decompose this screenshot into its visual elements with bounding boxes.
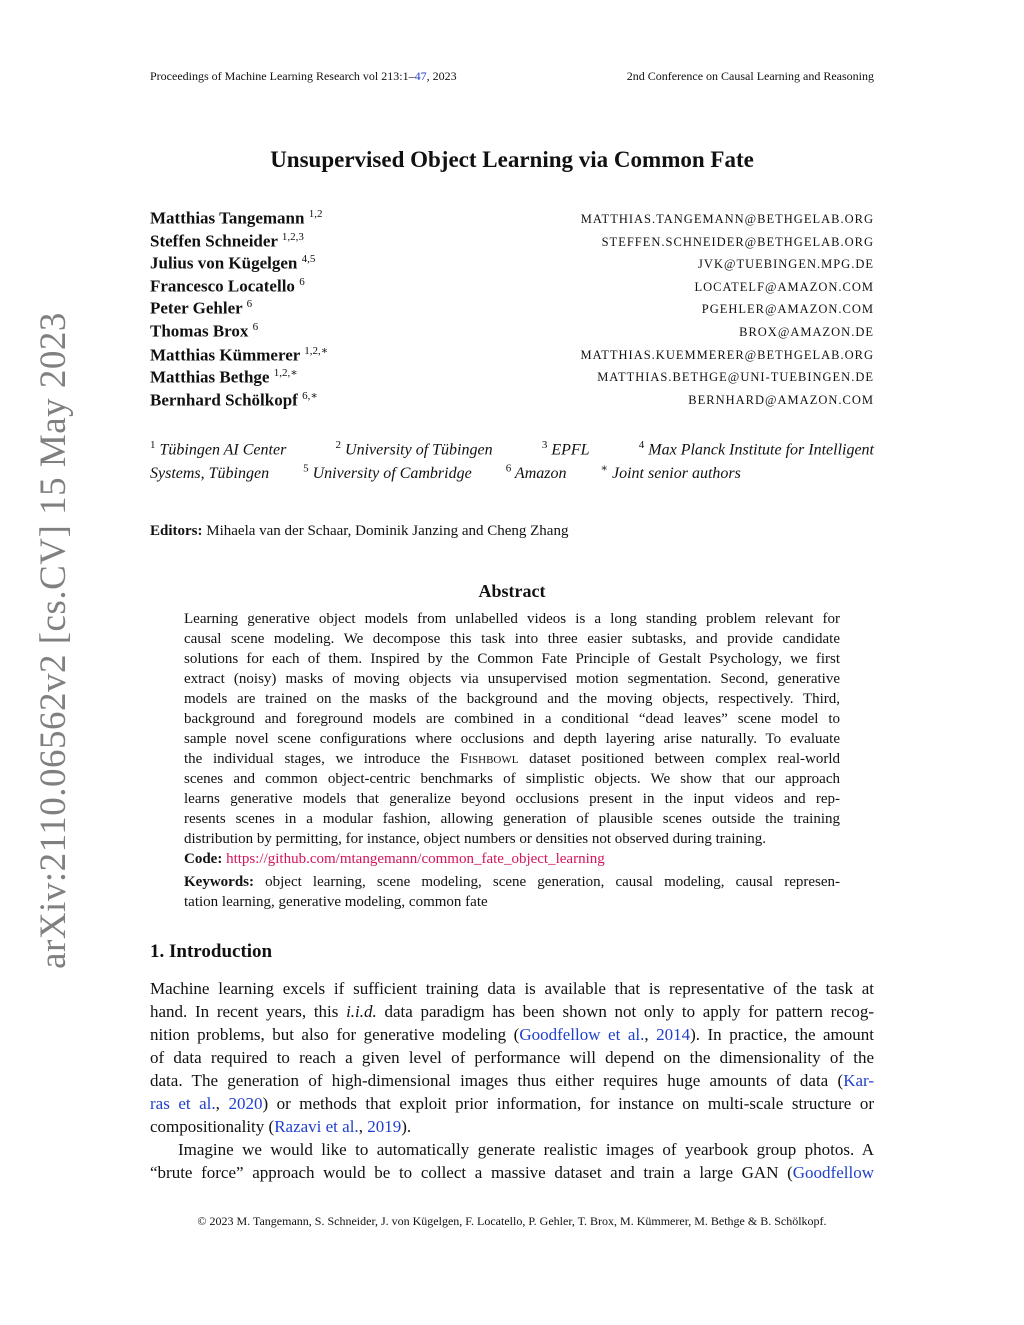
page-count-link[interactable]: 47 <box>414 69 427 83</box>
abstract-line: Learning generative object models from unlabelled videos is a long standing problem relevant for <box>184 611 840 627</box>
editors-names: Mihaela van der Schaar, Dominik Janzing and Cheng Zhang <box>206 523 569 539</box>
abstract-line: extract (noisy) masks of moving objects via unsupervised motion segmentation. Second, generative <box>184 671 840 687</box>
paragraph-line: nition problems, but also for generative modeling (Goodfellow et al., 2014). In practice, the amount <box>150 1025 875 1044</box>
author-row <box>150 208 874 231</box>
affiliation-item: $^1$ Tübingen AI Center <box>150 439 287 459</box>
citation-year-link[interactable]: 2019 <box>367 1117 402 1136</box>
paragraph-line: Imagine we would like to automatically generate realistic images of yearbook group photos. A <box>178 1140 874 1159</box>
abstract-body <box>184 609 840 912</box>
abstract-line: scenes and common object-centric benchmarks of simplistic objects. We show that our approach <box>184 771 840 787</box>
citation-link[interactable]: Kar- <box>843 1071 874 1090</box>
author-name: Francesco Locatello $^6$ <box>150 275 305 296</box>
section-heading-introduction: 1. Introduction <box>150 941 273 962</box>
author-email: JVK@TUEBINGEN.MPG.DE <box>698 257 874 272</box>
affiliation-item: $^3$ EPFL <box>541 439 590 459</box>
affiliation-item: $^5$ University of Cambridge <box>303 463 472 483</box>
author-email: STEFFEN.SCHNEIDER@BETHGELAB.ORG <box>601 234 874 249</box>
keywords-line: Keywords: object learning, scene modeling, scene generation, causal modeling, causal represen- <box>184 874 841 890</box>
author-name: Matthias Kümmerer $^{1,2,∗}$ <box>150 344 329 365</box>
author-row <box>150 231 874 254</box>
citation-year-link[interactable]: 2014 <box>656 1025 691 1044</box>
affiliation-item: $^4$ Max Planck Institute for Intelligent <box>638 439 874 459</box>
citation-year-link[interactable]: 2020 <box>228 1094 263 1113</box>
author-row <box>150 344 874 367</box>
author-name: Matthias Tangemann $^{1,2}$ <box>150 208 323 228</box>
paragraph-line: of data required to reach a given level of performance will depend on the dimensionality of the <box>150 1048 874 1067</box>
author-email: PGEHLER@AMAZON.COM <box>701 302 874 317</box>
keywords-label: Keywords: <box>184 874 254 890</box>
author-row <box>150 298 874 321</box>
abstract-heading: Abstract <box>478 581 546 601</box>
paragraph-line: Machine learning excels if sufficient training data is available that is representative of the task at <box>150 979 874 998</box>
editors-line <box>150 523 568 540</box>
code-line <box>184 849 840 869</box>
introduction-body <box>150 977 874 1184</box>
paragraph-line: ras et al., 2020) or methods that exploit prior information, for instance on multi-scale structure or <box>150 1094 875 1113</box>
affiliation-item: Systems, Tübingen <box>150 465 270 483</box>
author-row <box>150 276 874 299</box>
paragraph-line: compositionality (Razavi et al., 2019). <box>150 1117 412 1136</box>
author-email: BROX@AMAZON.DE <box>739 324 874 339</box>
code-label: Code: <box>184 851 223 867</box>
author-name: Peter Gehler $^6$ <box>150 298 253 319</box>
copyright-footer: © 2023 M. Tangemann, S. Schneider, J. von Kügelgen, F. Locatello, P. Gehler, T. Brox, M. Kümmerer, M. Bethge & B. Schölkopf. <box>197 1214 827 1228</box>
author-name: Thomas Brox $^6$ <box>150 320 259 341</box>
keywords-line: tation learning, generative modeling, common fate <box>184 894 488 910</box>
author-email: LOCATELF@AMAZON.COM <box>694 279 874 294</box>
author-name: Steffen Schneider $^{1,2,3}$ <box>150 230 304 251</box>
fishbowl-dataset-name: Fishbowl <box>460 751 519 767</box>
abstract-line: models are trained on the masks of the background and the moving objects, respectively. Third, <box>184 691 840 707</box>
abstract-line: background and foreground models are combined in a conditional “dead leaves” scene model to <box>184 711 840 727</box>
abstract-line: distribution by permitting, for instance, object numbers or densities not observed during training. <box>184 831 766 847</box>
affiliations-line-1 <box>150 439 874 459</box>
abstract-line: resents scenes in a modular fashion, allowing generation of plausible scenes outside the training <box>184 811 840 827</box>
author-email: MATTHIAS.BETHGE@UNI-TUEBINGEN.DE <box>597 370 874 385</box>
abstract-line: sample novel scene configurations where occlusions and depth layering arise naturally. To evaluate <box>184 731 840 747</box>
author-name: Julius von Kügelgen $^{4,5}$ <box>150 253 316 273</box>
citation-link[interactable]: Goodfellow et al. <box>519 1025 645 1044</box>
affiliation-item: ∗ Joint senior authors <box>600 463 741 483</box>
paper-title: Unsupervised Object Learning via Common Fate <box>270 147 754 172</box>
author-row <box>150 389 874 412</box>
abstract-line: solutions for each of them. Inspired by the Common Fate Principle of Gestalt Psychology, we first <box>184 651 840 667</box>
arxiv-stamp <box>30 311 76 969</box>
abstract-line: the individual stages, we introduce the Fishbowl dataset positioned between complex real-world <box>184 751 840 767</box>
code-url-link[interactable]: https://github.com/mtangemann/common_fate_object_learning <box>226 851 605 867</box>
citation-link[interactable]: Razavi et al. <box>274 1117 359 1136</box>
author-email: BERNHARD@AMAZON.COM <box>688 392 874 407</box>
proceedings-line: Proceedings of Machine Learning Research vol 213:1–47, 2023 <box>150 69 457 83</box>
author-row <box>150 321 874 344</box>
abstract-line: learns generative models that generalize beyond occlusions present in the input videos and rep- <box>184 791 840 807</box>
author-row <box>150 253 874 276</box>
author-email: MATTHIAS.KUEMMERER@BETHGELAB.ORG <box>580 347 874 362</box>
arxiv-stamp-text: arXiv:2110.06562v2 [cs.CV] 15 May 2023 <box>32 311 74 969</box>
abstract-line: causal scene modeling. We decompose this task into three easier subtasks, and provide candidate <box>184 631 840 647</box>
paragraph-line: data. The generation of high-dimensional images thus either requires huge amounts of data (Kar- <box>150 1071 874 1090</box>
author-email: MATTHIAS.TANGEMANN@BETHGELAB.ORG <box>580 212 874 226</box>
affiliation-item: $^6$ Amazon <box>505 463 567 483</box>
conference-name: 2nd Conference on Causal Learning and Reasoning <box>626 69 874 83</box>
author-list <box>150 208 874 411</box>
paragraph-line: hand. In recent years, this i.i.d. data paradigm has been shown not only to apply for pattern recog- <box>150 1002 874 1021</box>
affiliation-item: $^2$ University of Tübingen <box>335 439 493 459</box>
author-name: Bernhard Schölkopf $^{6,∗}$ <box>150 389 318 410</box>
citation-link[interactable]: ras et al. <box>150 1094 216 1113</box>
affiliations-line-2 <box>150 462 874 483</box>
author-name: Matthias Bethge $^{1,2,∗}$ <box>150 367 298 387</box>
citation-link[interactable]: Goodfellow <box>792 1163 874 1182</box>
paragraph-line: “brute force” approach would be to collect a massive dataset and train a large GAN (Goodfellow <box>150 1163 874 1182</box>
editors-label: Editors: <box>150 523 203 539</box>
author-row <box>150 366 874 389</box>
